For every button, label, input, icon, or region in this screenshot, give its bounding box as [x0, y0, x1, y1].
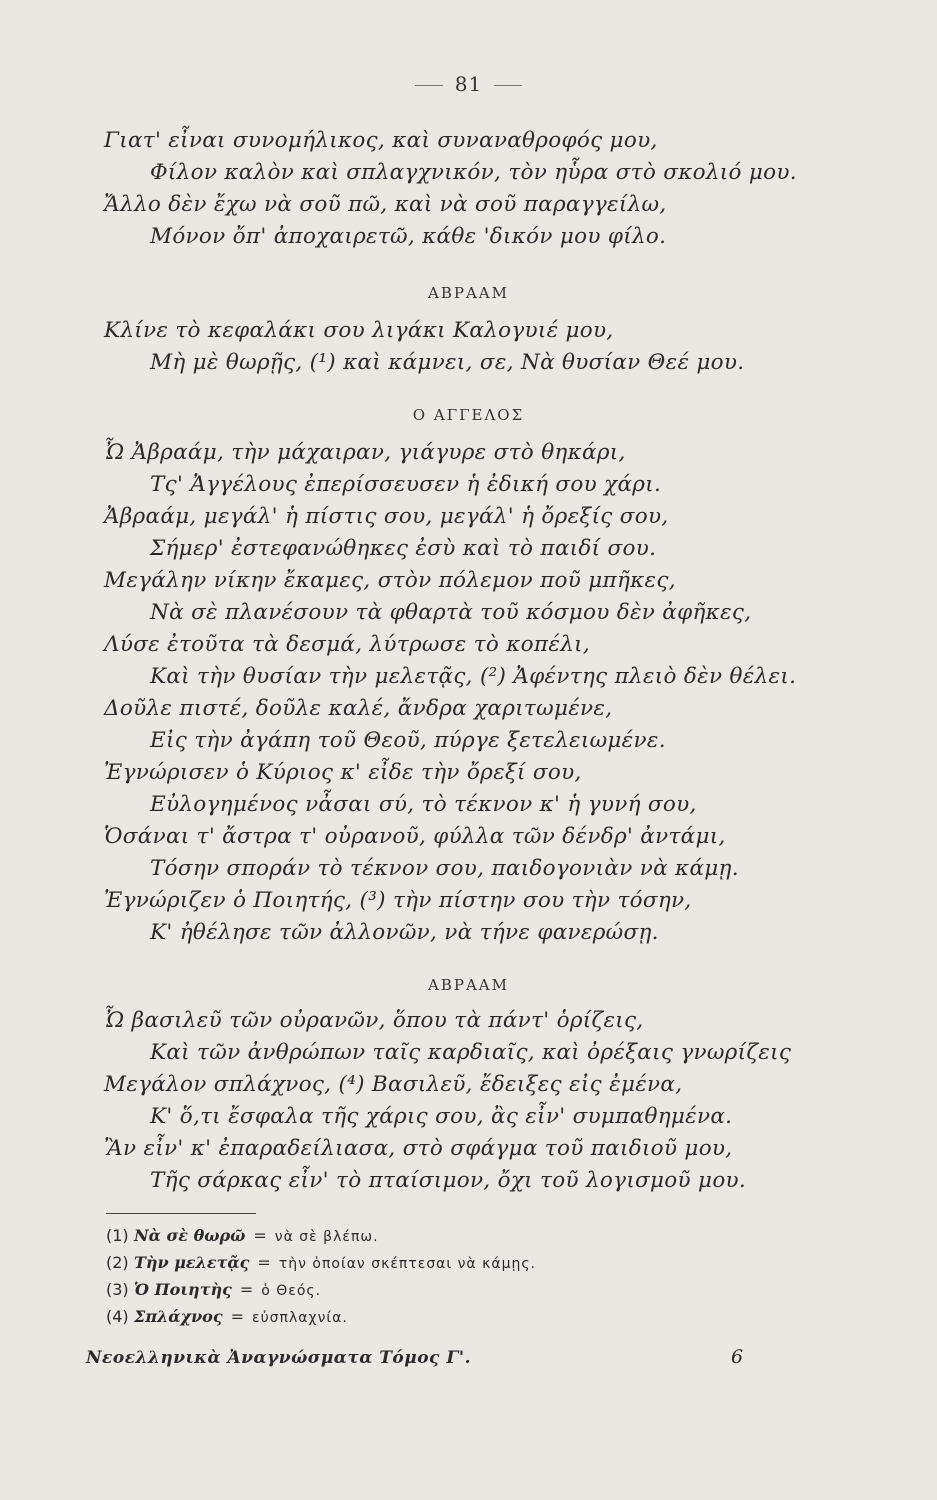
footnote-separator: = [253, 1226, 267, 1245]
verse-line: Κλίνε τὸ κεφαλάκι σου λιγάκι Καλογυιέ μου, [104, 318, 614, 343]
verse-line: Λύσε ἐτοῦτα τὰ δεσμά, λύτρωσε τὸ κοπέλι, [104, 632, 590, 657]
verse-line: Νὰ σὲ πλανέσουν τὰ φθαρτὰ τοῦ κόσμου δὲν ἀφῆκες, [150, 600, 752, 625]
verse-line: Κ' ἠθέλησε τῶν ἀλλονῶν, νὰ τήνε φανερώσῃ. [150, 920, 659, 945]
verse-line: Ἄλλο δὲν ἔχω νὰ σοῦ πῶ, καὶ νὰ σοῦ παραγγείλω, [104, 192, 667, 217]
footnote-term: Νὰ σὲ θωρῶ [134, 1226, 246, 1245]
footnote-rule [106, 1213, 256, 1214]
footnote-separator: = [239, 1280, 254, 1299]
verse-line: Εἰς τὴν ἀγάπη τοῦ Θεοῦ, πύργε ξετελειωμένε. [150, 728, 666, 753]
footnote [106, 1253, 536, 1272]
footnote [106, 1226, 379, 1245]
speaker-heading: ΑΒΡΑΑΜ [428, 284, 509, 302]
footnote-term: Ὁ Ποιητὴς [134, 1280, 232, 1299]
verse-line: Ἐγνώρισεν ὁ Κύριος κ' εἶδε τὴν ὄρεξί σου, [104, 760, 582, 785]
verse-line: Ἂν εἶν' κ' ἐπαραδείλιασα, στὸ σφάγμα τοῦ παιδιοῦ μου, [104, 1136, 733, 1161]
footnote [106, 1307, 348, 1326]
footnote-number: (3) [106, 1280, 129, 1299]
footer-title: Νεοελληνικὰ Ἀναγνώσματα Τόμος Γ'. [86, 1348, 472, 1368]
footnote-gloss: ὁ Θεός. [261, 1283, 322, 1299]
verse-line: Ὁσάναι τ' ἄστρα τ' οὐρανοῦ, φύλλα τῶν δένδρ' ἀντάμι, [104, 824, 726, 849]
verse-line: Μόνον ὄπ' ἀποχαιρετῶ, κάθε 'δικόν μου φίλο. [150, 224, 667, 249]
verse-line: Μεγάλην νίκην ἔκαμες, στὸν πόλεμον ποῦ μπῆκες, [104, 568, 676, 593]
footnote-number: (4) [106, 1307, 129, 1326]
verse-line: Ἀβραάμ, μεγάλ' ἡ πίστις σου, μεγάλ' ἡ ὄρεξίς σου, [104, 504, 669, 529]
speaker-heading: ΑΒΡΑΑΜ [428, 976, 509, 994]
verse-line: Εὐλογημένος νἆσαι σύ, τὸ τέκνον κ' ἡ γυνή σου, [150, 792, 697, 817]
verse-line: Τόσην σποράν τὸ τέκνον σου, παιδογονιὰν νὰ κάμῃ. [150, 856, 739, 881]
footnote-term: Τὴν μελετᾷς [134, 1253, 250, 1272]
verse-line: Μὴ μὲ θωρῇς, (¹) καὶ κάμνει, σε, Νὰ θυσίαν Θεέ μου. [150, 350, 745, 375]
verse-line: Δοῦλε πιστέ, δοῦλε καλέ, ἄνδρα χαριτωμένε, [104, 696, 613, 721]
footnote-number: (1) [106, 1226, 129, 1245]
verse-line: Σήμερ' ἐστεφανώθηκες ἐσὺ καὶ τὸ παιδί σου. [150, 536, 657, 561]
verse-line: Ἐγνώριζεν ὁ Ποιητής, (³) τὴν πίστην σου τὴν τόσην, [104, 888, 692, 913]
verse-line: Τς' Ἀγγέλους ἐπερίσσευσεν ἡ ἐδική σου χάρι. [150, 472, 662, 497]
verse-line: Ὦ Ἀβραάμ, τὴν μάχαιραν, γιάγυρε στὸ θηκάρι, [104, 440, 626, 465]
footer-signature: 6 [731, 1346, 744, 1368]
verse-line: Καὶ τὴν θυσίαν τὴν μελετᾷς, (²) Ἀφέντης πλειὸ δὲν θέλει. [150, 664, 797, 689]
verse-line: Γιατ' εἶναι συνομήλικος, καὶ συναναθροφός μου, [104, 128, 658, 153]
verse-line: Καὶ τῶν ἀνθρώπων ταῖς καρδιαῖς, καὶ ὀρέξαις γνωρίζεις [150, 1040, 792, 1065]
footnote-gloss: εὐσπλαχνία. [252, 1310, 348, 1326]
verse-line: Κ' ὅ,τι ἔσφαλα τῆς χάρις σου, ἂς εἶν' συμπαθημένα. [150, 1104, 733, 1129]
page-number: 81 [0, 72, 937, 96]
verse-line: Φίλον καλὸν καὶ σπλαγχνικόν, τὸν ηὗρα στὸ σκολιό μου. [150, 160, 797, 185]
verse-line: Μεγάλον σπλάχνος, (⁴) Βασιλεῦ, ἔδειξες εἰς ἐμένα, [104, 1072, 683, 1097]
verse-line: Ὦ βασιλεῦ τῶν οὐρανῶν, ὅπου τὰ πάντ' ὁρίζεις, [104, 1008, 644, 1033]
footnote [106, 1280, 321, 1299]
footnote-separator: = [230, 1307, 244, 1326]
footnote-term: Σπλάχνος [134, 1307, 223, 1326]
footnote-gloss: τὴν ὁποίαν σκέπτεσαι νὰ κάμῃς. [278, 1256, 537, 1272]
speaker-heading: Ο ΑΓΓΕΛΟΣ [412, 406, 525, 424]
footnote-separator: = [257, 1253, 271, 1272]
footnote-gloss: νὰ σὲ βλέπω. [274, 1229, 379, 1245]
footnote-number: (2) [106, 1253, 129, 1272]
verse-line: Τῆς σάρκας εἶν' τὸ πταίσιμον, ὄχι τοῦ λογισμοῦ μου. [150, 1168, 747, 1193]
